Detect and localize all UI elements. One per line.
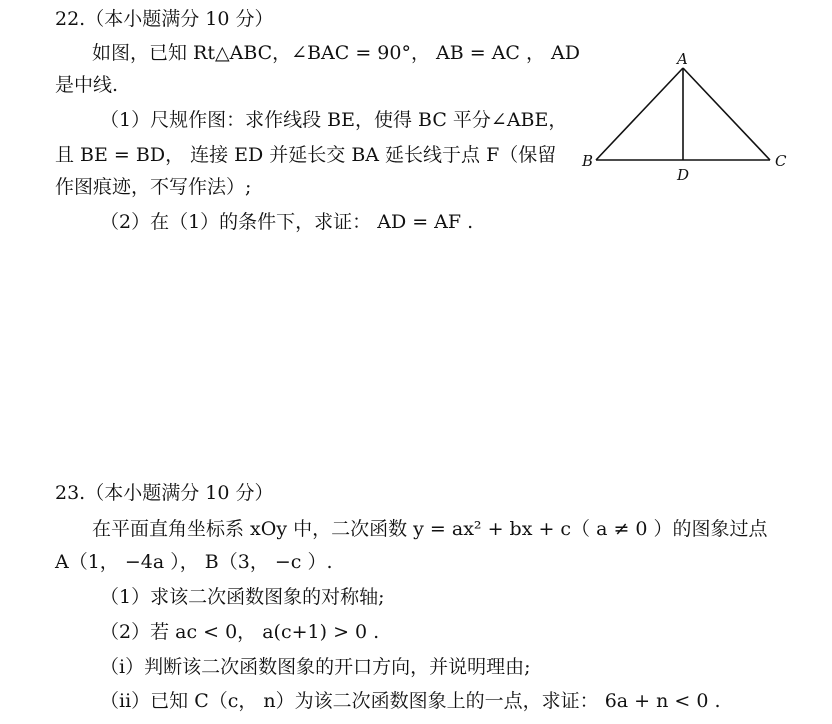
q22-header: 22.（本小题满分 10 分）	[55, 8, 274, 30]
triangle-diagram	[578, 50, 798, 190]
q23-part1-line: （1）求该二次函数图象的对称轴;	[100, 586, 385, 608]
label-c: C	[775, 152, 787, 170]
q23-line1: 在平面直角坐标系 xOy 中，二次函数 y = ax² + bx + c（ a ≠ 0 ）的图象过点	[92, 518, 768, 540]
q23-line2: A（1， −4a ）， B（3， −c ）.	[55, 551, 333, 573]
triangle-figure	[578, 50, 798, 190]
q22-line2: 是中线.	[55, 74, 119, 96]
label-d: D	[677, 166, 690, 184]
q23-header: 23.（本小题满分 10 分）	[55, 482, 274, 504]
label-b: B	[582, 152, 594, 170]
q22-line5: 作图痕迹，不写作法）;	[55, 176, 252, 198]
segment-ac	[683, 68, 770, 160]
q22-line4: 且 BE = BD， 连接 ED 并延长交 BA 延长线于点 F（保留	[55, 144, 557, 166]
q22-part1-line: （1）尺规作图：求作线段 BE，使得 BC 平分∠ABE，	[100, 109, 568, 131]
q23-part2i-line: （i）判断该二次函数图象的开口方向，并说明理由;	[100, 656, 531, 678]
q23-part2-line: （2）若 ac < 0， a(c+1) > 0 .	[100, 621, 380, 643]
segment-ab	[596, 68, 683, 160]
q22-line1: 如图，已知 Rt△ABC，∠BAC = 90°， AB = AC ， AD	[92, 42, 580, 64]
label-a: A	[677, 50, 688, 68]
q23-part2ii-line: （ii）已知 C（c， n）为该二次函数图象上的一点，求证： 6a + n < 0 .	[100, 690, 721, 712]
q22-part2-line: （2）在（1）的条件下，求证： AD = AF .	[100, 211, 474, 233]
